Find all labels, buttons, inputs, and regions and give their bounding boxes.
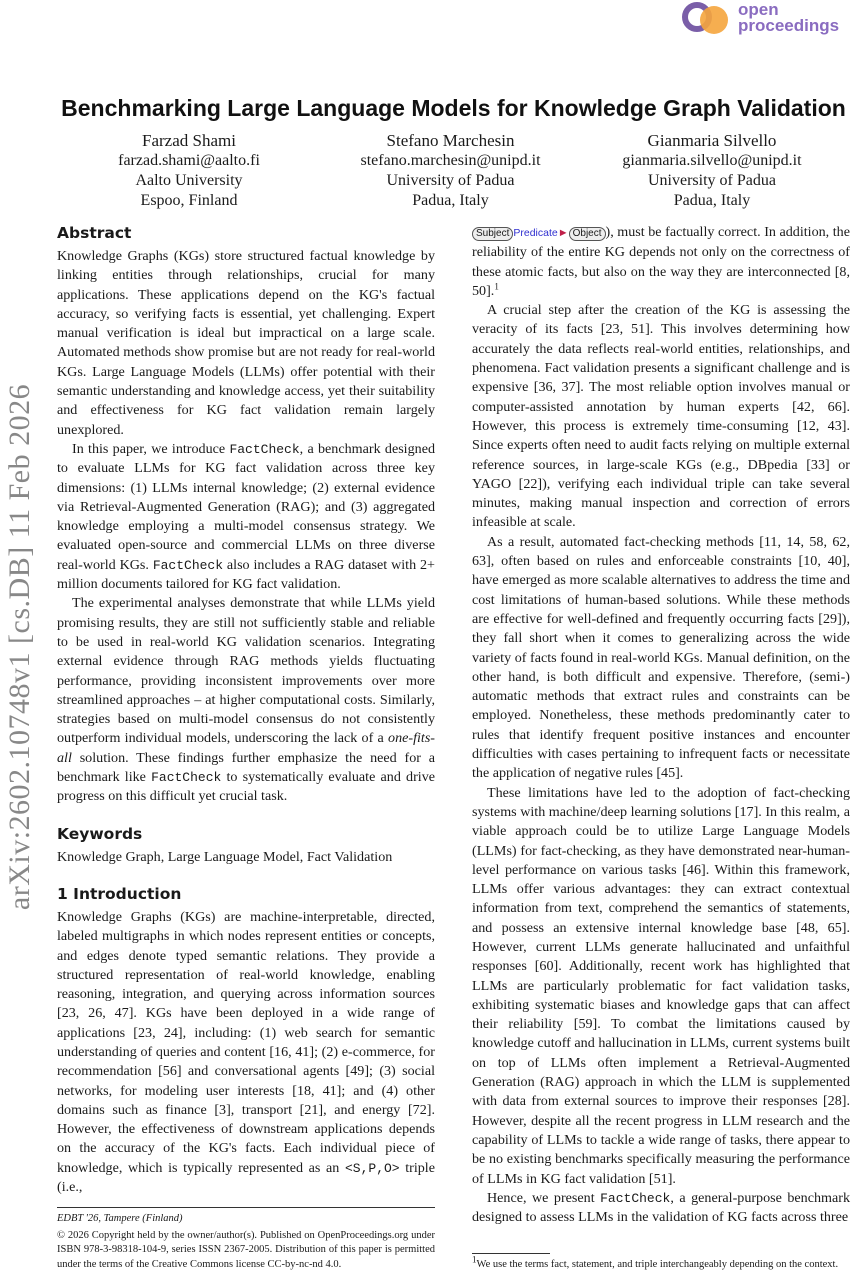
intro-paragraph: A crucial step after the creation of the KG is assessing the veracity of its facts [23, 51]. This involves determining how accurately the data reflects real-world entities, relationships, and phenomena. Fact validation presents a significant challenge and is expensive [36, 37]. The most reliable option involves manual or computer-assisted annotation by human experts [42, 66]. However, this process is extremely time-consuming [12, 43]. Since experts often need to audit facts relying on multiple external reference sources, in large-scale KGs (e.g., DBpedia [33] or YAGO [22]), verifying each individual triple can take several minutes, making manual inspection and correction of errors infeasible at scale. (472, 302, 850, 531)
intro-paragraph: These limitations have led to the adoption of fact-checking systems with machine/deep learning solutions [17]. In this realm, a viable approach could be to utilize Large Language Models (LLMs) for fact-checking, as they have demonstrated near-human-level performance on various tasks [46]. Within this framework, LLMs offer various advantages: they can extract contextual information from text, comprehend the semantics of statements, and possess an extensive internal knowledge base [48, 65]. However, current LLMs generate hallucinated and unfaithful responses [60]. Additionally, recent work has highlighted that LLMs are particularly problematic for fact validation tasks, exhibiting systematic biases and knowledge gaps that can affect their reliability [59]. To combat the limitations caused by knowledge cutoff and hallucination in LLMs, current systems built on top of LLMs often implement a Retrieval-Augmented Generation (RAG) approach in which the LLM is supplemented with data from external sources to improve their responses [28]. However, despite all the recent progress in LLM research and the capability of LLMs to tackle a wide range of tasks, there appear to be no existing benchmarks specifically measuring the performance of LLMs in KG fact validation [51]. (472, 784, 850, 1187)
arrow-icon: ► (557, 227, 569, 239)
conference-footer (57, 1197, 435, 1272)
paper-title: Benchmarking Large Language Models for Knowledge Graph Validation (61, 95, 846, 121)
openproceedings-logo (680, 0, 850, 44)
footnote-mark[interactable]: 1 (494, 281, 499, 292)
left-column (57, 223, 435, 1272)
object-node: Object (569, 227, 606, 241)
footnote-area (472, 1243, 850, 1272)
abstract-paragraph: The experimental analyses demonstrate that while LLMs yield promising results, they are still not sufficiently stable and reliable to be used in real-world KG validation scenarios. Integrating external evidence through RAG methods yields fluctuating performance, providing inconsistent improvements over more streamlined approaches – at higher computational costs. Similarly, strategies based on multi-model consensus do not consistently outperform individual models, underscoring the lack of a one-fits-all solution. These findings further emphasize the need for a benchmark like FactCheck to systematically evaluate and drive progress on this difficult yet crucial task. (57, 595, 435, 805)
author-location: Padua, Italy (412, 192, 489, 209)
page-body (57, 92, 850, 1272)
author (331, 131, 571, 211)
two-column-body (57, 223, 850, 1272)
triple-diagram (472, 224, 606, 240)
predicate-edge: Predicate (513, 227, 558, 239)
abstract-paragraph: In this paper, we introduce FactCheck, a benchmark designed to evaluate LLMs for KG fact validation across three key dimensions: (1) LLMs internal knowledge; (2) external evidence via Retrieval-Augmented Generation (RAG); and (3) aggregated knowledge employing a multi-model consensus strategy. We evaluated open-source and commercial LLMs on three diverse real-world KGs. FactCheck also includes a RAG dataset with 2+ million documents tailored for KG fact validation. (57, 440, 436, 593)
footnote: $^1$We use the terms fact, statement, and triple interchangeably depending on the context. (472, 1254, 839, 1270)
intro-paragraph: Subject Predicate► Object ), must be factually correct. In addition, the reliability of the entire KG depends not only on the correctness of these atomic facts, but also on the way they are interconnected [8, 50].$^1$ (472, 224, 850, 299)
footer-divider (57, 1207, 435, 1208)
keywords-heading: Keywords (57, 824, 143, 843)
author-email[interactable]: gianmaria.silvello@unipd.it (622, 152, 802, 169)
logo-text: open proceedings (738, 0, 840, 35)
author-location: Espoo, Finland (140, 192, 238, 209)
author (69, 131, 309, 211)
author (592, 131, 832, 211)
logo-dot-icon (700, 6, 728, 34)
author-affiliation: University of Padua (386, 172, 515, 189)
right-column (472, 223, 850, 1272)
author-email[interactable]: stefano.marchesin@unipd.it (360, 152, 541, 169)
author-affiliation: University of Padua (648, 172, 776, 189)
introduction-heading: 1 Introduction (57, 884, 182, 903)
footnote-divider (472, 1253, 550, 1254)
author-location: Padua, Italy (673, 192, 751, 209)
intro-paragraph: Knowledge Graphs (KGs) are machine-interpretable, directed, labeled multigraphs in which nodes represent entities or concepts, and edges denote typed semantic relations. They provide a structured representation of real-world knowledge, enabling reasoning, integration, and querying across information sources [23, 26, 47]. KGs have been deployed in a wide range of applications [23, 24], including: (1) web search for semantic understanding of queries and content [16, 41]; (2) e-commerce, for recommendation [56] and conversational agents [49]; (3) social networks, for modeling user interests [18, 41]; and (4) other domains such as finance [3], transport [21], and energy [72]. However, the effectiveness of downstream applications depends on the accuracy of the KG's facts. Each individual piece of knowledge, which is typically represented as an <S,P,O> triple (i.e., (57, 908, 435, 1196)
arxiv-stamp: arXiv:2602.10748v1 [cs.DB] 11 Feb 2026 (3, 383, 36, 911)
author-email[interactable]: farzad.shami@aalto.fi (118, 152, 260, 169)
intro-paragraph: As a result, automated fact-checking methods [11, 14, 58, 62, 63], often based on rules and enforceable constraints [10, 40], have emerged as more scalable alternatives to address the time and cost limitations of human-based solutions. While these methods are effective for well-defined and frequently occurring facts [29]), they fall short when it comes to generalizing across the wide variety of facts found in real-world KGs. Manual definition, on the other hand, is both difficult and expensive. Therefore, (semi-) automatic methods that extract rules and constraints can be employed. Nonetheless, these methods predominantly cater to rules that identify frequent positive instances and encounter difficulties with cases pertaining to infrequent facts or necessitate the application of negative rules [45]. (472, 533, 850, 782)
abstract-heading: Abstract (57, 224, 132, 242)
author-name: Stefano Marchesin (386, 131, 515, 150)
venue: EDBT '26, Tampere (Finland) (57, 1213, 183, 1225)
author-block (57, 131, 850, 211)
author-name: Gianmaria Silvello (647, 131, 777, 150)
abstract-paragraph: Knowledge Graphs (KGs) store structured factual knowledge by linking entities through relationships, crucial for many applications. These applications depend on the KG's factual accuracy, so verifying facts is essential, yet challenging. Expert manual verification is ideal but impractical on a large scale. Automated methods show promise but are not ready for real-world KGs. Large Language Models (LLMs) offer potential with their semantic understanding and knowledge access, yet their suitability and effectiveness for KG fact validation remain largely unexplored. (57, 248, 435, 438)
author-affiliation: Aalto University (135, 172, 243, 189)
author-name: Farzad Shami (142, 131, 236, 150)
intro-paragraph: Hence, we present FactCheck, a general-purpose benchmark designed to assess LLMs in the validation of KG facts across three (472, 1189, 850, 1226)
keywords-text: Knowledge Graph, Large Language Model, Fact Validation (57, 848, 393, 865)
copyright: © 2026 Copyright held by the owner/author(s). Published on OpenProceedings.org under ISBN 978-3-98318-104-9, series ISSN 2367-2005. Distribution of this paper is permitted under the terms of the Creative Commons license CC-by-nc-nd 4.0. (57, 1229, 435, 1270)
subject-node: Subject (472, 227, 513, 241)
